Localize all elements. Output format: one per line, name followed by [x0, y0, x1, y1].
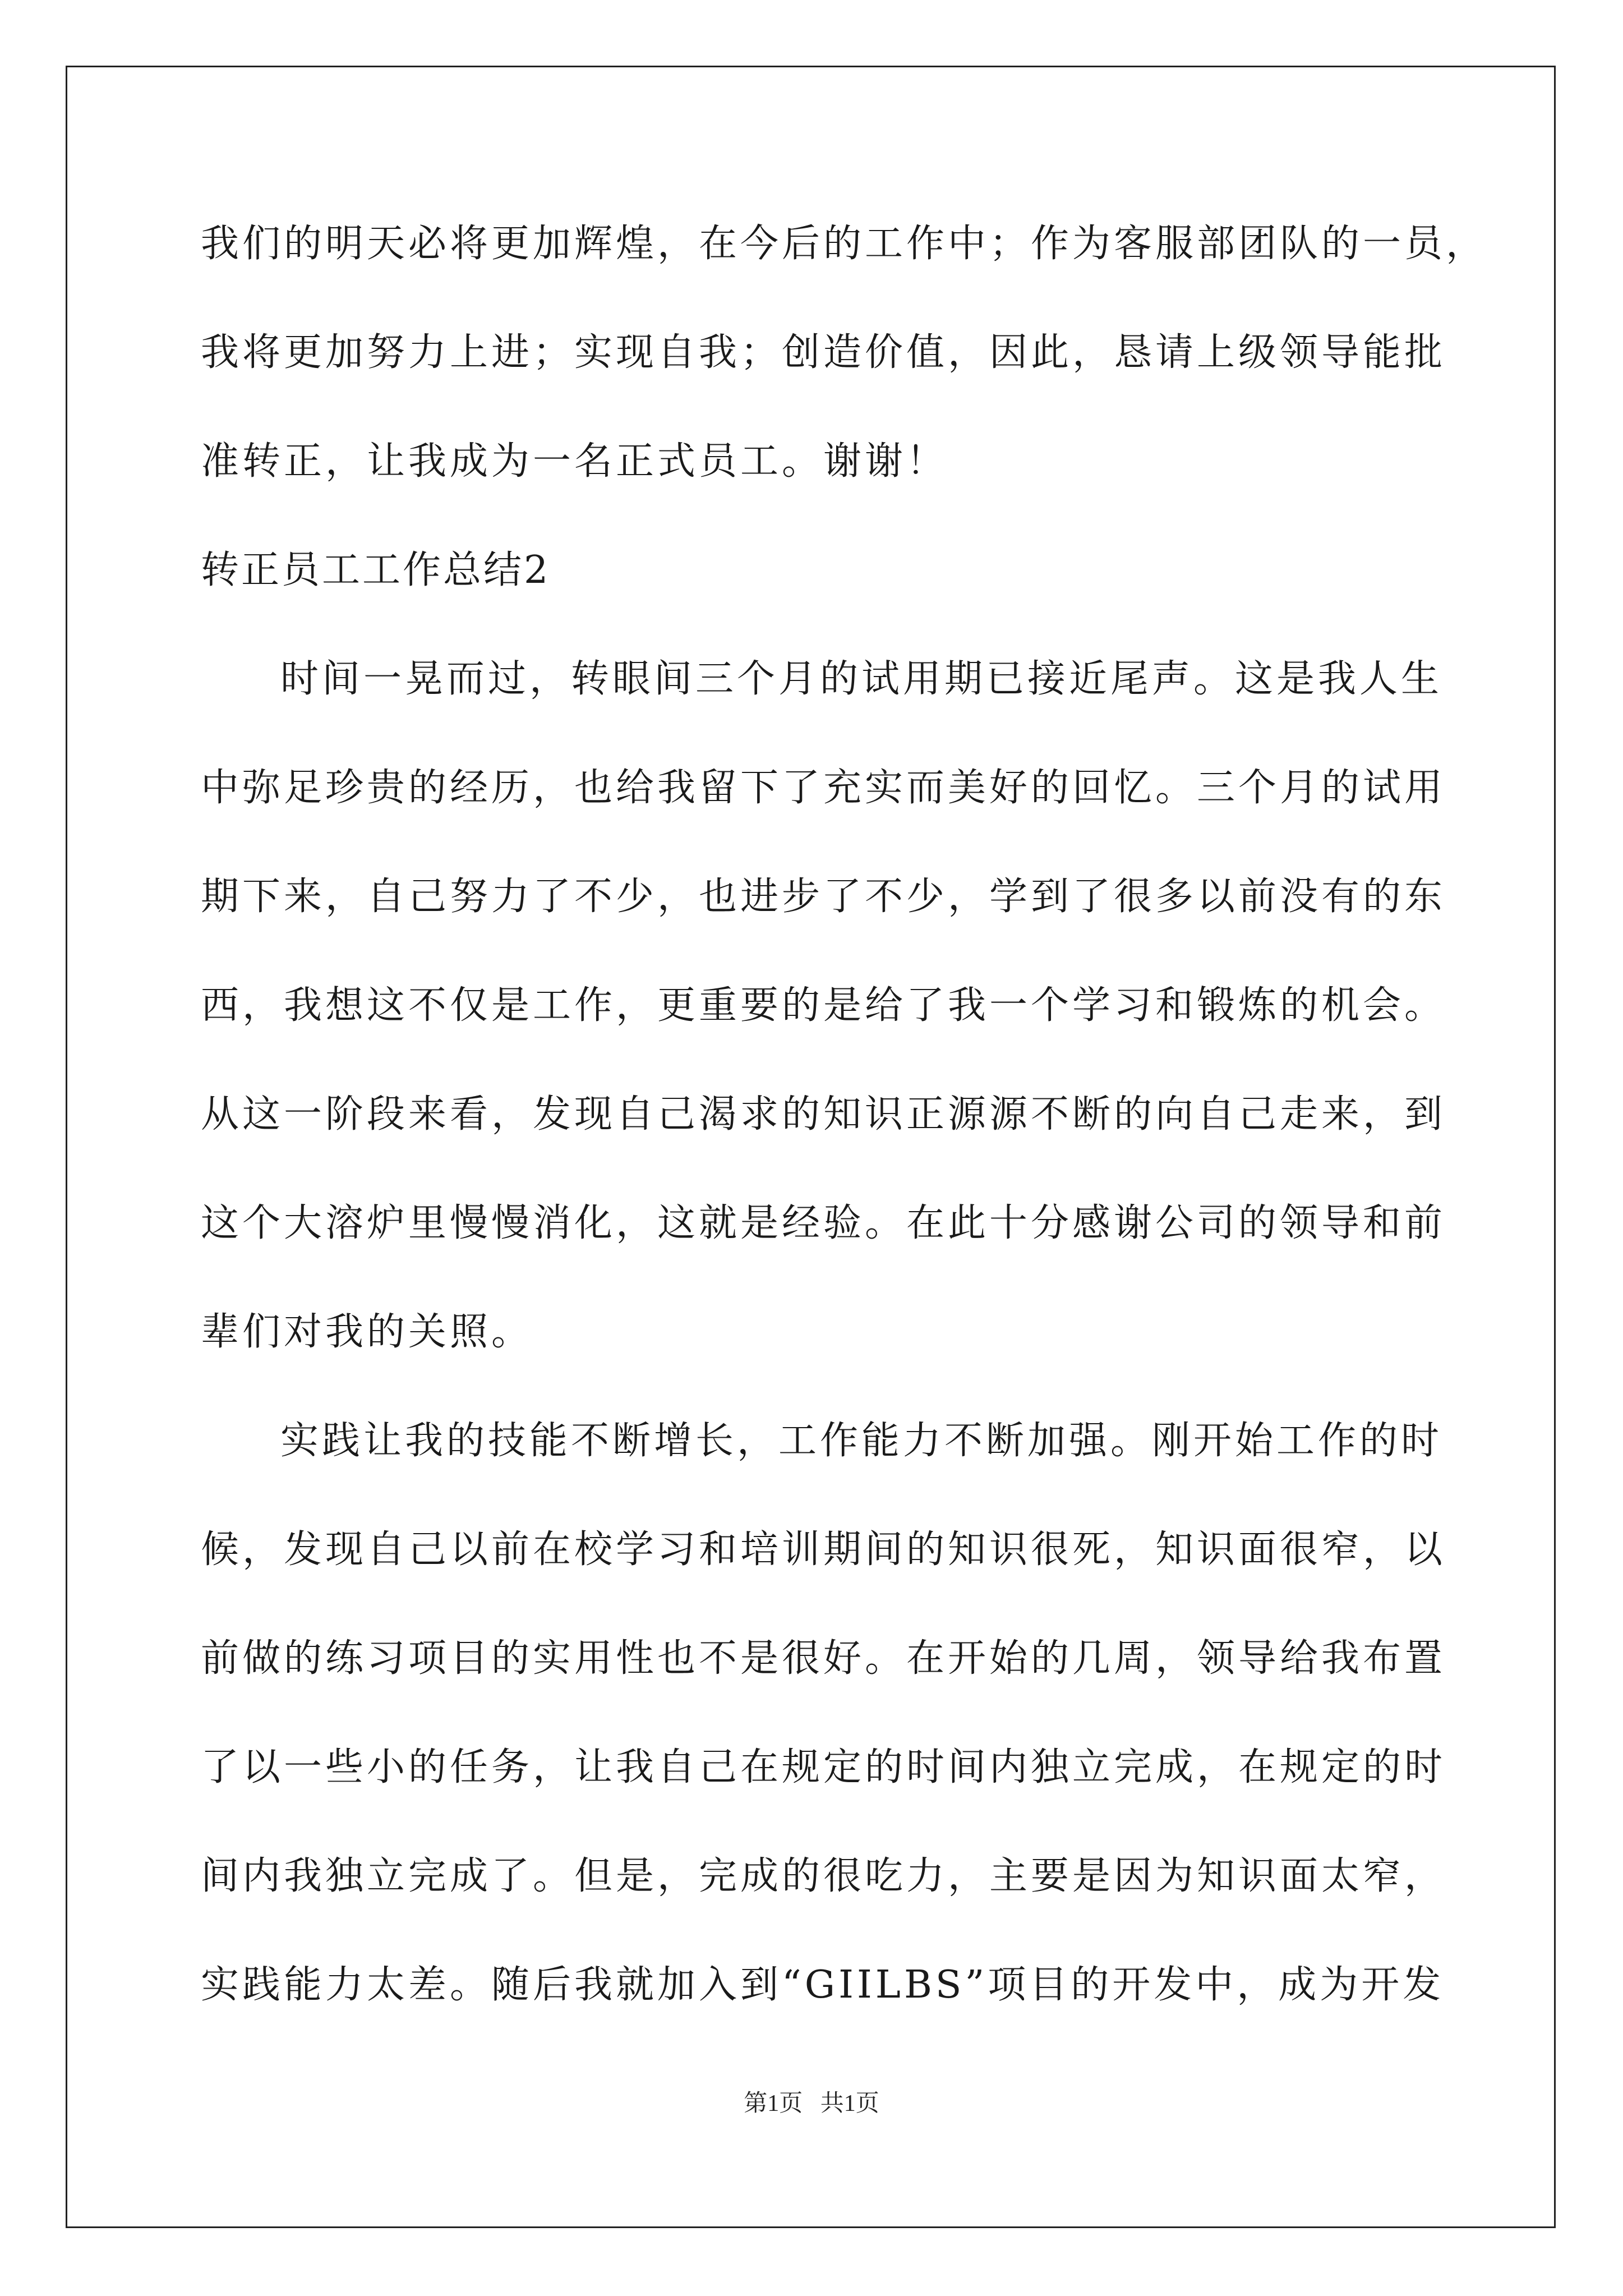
body-line: 我们的明天必将更加辉煌，在今后的工作中；作为客服部团队的一员， [201, 222, 1488, 266]
body-line: 这个大溶炉里慢慢消化，这就是经验。在此十分感谢公司的领导和前 [201, 1201, 1446, 1245]
section-heading: 转正员工工作总结2 [201, 548, 551, 592]
body-line: 准转正，让我成为一名正式员工。谢谢！ [201, 439, 948, 484]
body-line: 西，我想这不仅是工作，更重要的是给了我一个学习和锻炼的机会。 [201, 983, 1446, 1028]
page-border [66, 66, 1556, 2228]
body-line: 实践让我的技能不断增长，工作能力不断加强。刚开始工作的时 [280, 1419, 1443, 1463]
body-line: 了以一些小的任务，让我自己在规定的时间内独立完成，在规定的时 [201, 1745, 1446, 1789]
body-line: 实践能力太差。随后我就加入到“GIILBS”项目的开发中，成为开发 [201, 1963, 1445, 2007]
body-line: 从这一阶段来看，发现自己渴求的知识正源源不断的向自己走来，到 [201, 1092, 1446, 1137]
body-line: 候，发现自己以前在校学习和培训期间的知识很死，知识面很窄，以 [201, 1527, 1446, 1572]
body-line: 期下来，自己努力了不少，也进步了不少，学到了很多以前没有的东 [201, 875, 1446, 919]
body-line: 时间一晃而过，转眼间三个月的试用期已接近尾声。这是我人生 [280, 657, 1443, 701]
body-line: 中弥足珍贵的经历，也给我留下了充实而美好的回忆。三个月的试用 [201, 766, 1446, 810]
page-number-footer: 第1页 共1页 [744, 2091, 879, 2116]
body-line: 前做的练习项目的实用性也不是很好。在开始的几周，领导给我布置 [201, 1636, 1446, 1681]
body-line: 我将更加努力上进；实现自我；创造价值，因此，恳请上级领导能批 [201, 330, 1446, 375]
body-line: 辈们对我的关照。 [201, 1310, 533, 1354]
body-line: 间内我独立完成了。但是，完成的很吃力，主要是因为知识面太窄， [201, 1854, 1446, 1898]
